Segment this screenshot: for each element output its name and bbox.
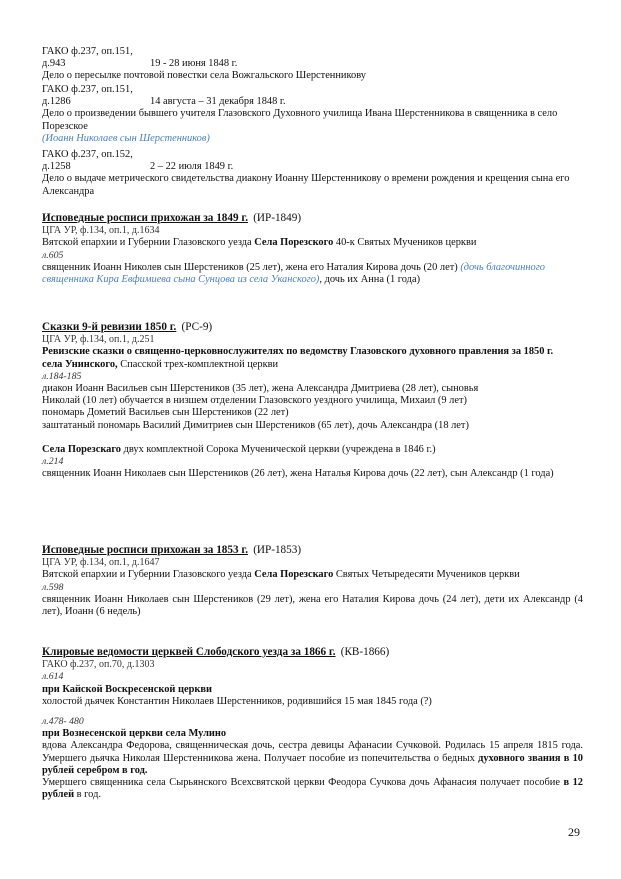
record-line: пономарь Дометий Васильев сын Шерстеников (22 лет) — [42, 407, 289, 419]
text: Спасской трех-комплектной церкви — [117, 358, 279, 370]
record-line: священник Иоанн Николаев сын Шерстеников (29 лет), жена его Наталия Кирова дочь (24 лет), дети их Александр (4 лет), Иоанн (6 недель) — [42, 593, 583, 618]
section-1849 — [42, 212, 583, 286]
entry-date: 2 – 22 июля 1849 г. — [150, 161, 234, 173]
leaf-number: л.214 — [42, 456, 64, 468]
text: двух комплектной Сорока Мученической церкви (учреждена в 1846 г.) — [121, 443, 436, 455]
section-code: (КВ-1866) — [340, 646, 390, 658]
text: , дочь их Анна (1 года) — [319, 274, 421, 286]
source-ref: ЦГА УР, ф.134, оп.1, д.1647 — [42, 557, 160, 569]
text: священник Иоанн Николев сын Шерстеников (25 лет), жена его Наталия Кирова дочь (20 лет) — [42, 261, 461, 273]
text: в год. — [74, 789, 101, 801]
section-title: Исповедные росписи прихожан за 1853 г. — [42, 544, 248, 556]
church-name: при Кайской Воскресенской церкви — [42, 683, 212, 695]
entry-text: Дело о пересылке почтовой повестки села Вожгальского Шерстенникову — [42, 70, 366, 82]
text: в 12 рублей — [42, 777, 583, 801]
record-line: заштатаный пономарь Василий Димитриев сын Шерстеников (65 лет), дочь Александра (18 лет) — [42, 419, 469, 431]
section-title: Клировые ведомости церквей Слободского уезда за 1866 г. — [42, 646, 336, 658]
entry-ref: ГАКО ф.237, оп.151, д.1286 — [42, 84, 133, 108]
entry-note: (Иоанн Николаев сын Шерстенников) — [42, 132, 210, 144]
leaf-number: л.184-185 — [42, 370, 82, 382]
record-line: холостой дьячек Константин Николаев Шерстенников, родившийся 15 мая 1845 года (?) — [42, 695, 432, 707]
page-number: 29 — [568, 825, 580, 839]
section-title: Сказки 9-й ревизии 1850 г. — [42, 321, 177, 333]
entry-ref: ГАКО ф.237, оп.152, д.1258 — [42, 149, 133, 173]
source-ref: ЦГА УР, ф.134, оп.1, д.1634 — [42, 225, 160, 237]
entry-text: Дело о произведении бывшего учителя Глазовского Духовного училища Ивана Шерстенникова в священника в село Порезское — [42, 108, 558, 132]
entry-ref: ГАКО ф.237, оп.151, д.943 — [42, 46, 133, 70]
church-name: при Вознесенской церкви села Мулино — [42, 728, 227, 740]
place-name: Села Порезскаго — [254, 569, 334, 581]
entry-date: 14 августа – 31 декабря 1848 г. — [150, 96, 286, 108]
leaf-number: л.605 — [42, 249, 64, 261]
place-name: Села Порезского — [254, 237, 334, 249]
leaf-number: л.478- 480 — [42, 716, 84, 728]
section-title: Исповедные росписи прихожан за 1849 г. — [42, 212, 248, 224]
record-line: священник Иоанн Николаев сын Шерстеников (26 лет), жена Наталья Кирова дочь (22 лет), сын Александр (1 года) — [42, 468, 554, 480]
place-name: Села Порезскаго — [42, 443, 121, 455]
section-code: (РС-9) — [181, 321, 213, 333]
text: вдова Александра Федорова, священническая дочь, сестра девицы Афанасии Сучковой. Родилась 15 апреля 1815 года. Умершего дьячка Николая Шерстенникова жена. Получает пособие из попечительства о бедных — [42, 740, 583, 764]
section-1866 — [42, 646, 583, 801]
note: (дочь благочинного священника Кира Евфимиева сына Сунцова из села Уканского) — [42, 261, 545, 286]
section-1850 — [42, 321, 583, 480]
entry-date: 19 - 28 июня 1848 г. — [150, 58, 238, 70]
section-code: (ИР-1849) — [253, 212, 302, 224]
source-ref: ГАКО ф.237, оп.70, д.1303 — [42, 659, 155, 671]
archive-entry — [42, 84, 583, 145]
section-1853 — [42, 544, 583, 618]
text: Святых Четыредесяти Мучеников церкви — [333, 569, 520, 581]
archive-entry — [42, 149, 583, 198]
subtitle: Ревизские сказки о священно-церковнослужителях по ведомству Глазовского духовного правления за 1850 г. — [42, 346, 554, 358]
text: Вятской епархии и Губернии Глазовского уезда — [42, 237, 255, 249]
record-line: Николай (10 лет) обучается в низшем отделении Глазовского уездного училища, Михаил (9 лет) — [42, 395, 467, 407]
section-code: (ИР-1853) — [253, 544, 302, 556]
leaf-number: л.598 — [42, 581, 64, 593]
source-ref: ЦГА УР, ф.134, оп.1, д.251 — [42, 334, 155, 346]
place-name: села Унинского, — [42, 358, 118, 370]
archive-entry — [42, 46, 583, 83]
text: Умершего священника села Сырьянского Всехсвятской церкви Феодора Сучкова дочь Афанасия получает пособие — [42, 777, 564, 789]
text: Вятской епархии и Губернии Глазовского уезда — [42, 569, 255, 581]
entry-text: Дело о выдаче метрического свидетельства диакону Иоанну Шерстенникову о времени рождения и крещения сына его Александра — [42, 173, 570, 197]
text: духовного звания в 10 рублей серебром в год. — [42, 752, 583, 776]
text: 40-к Святых Мучеников церкви — [333, 237, 477, 249]
leaf-number: л.614 — [42, 671, 64, 683]
record-line: диакон Иоанн Васильев сын Шерстеников (35 лет), жена Александра Дмитриева (28 лет), сыновья — [42, 383, 479, 395]
